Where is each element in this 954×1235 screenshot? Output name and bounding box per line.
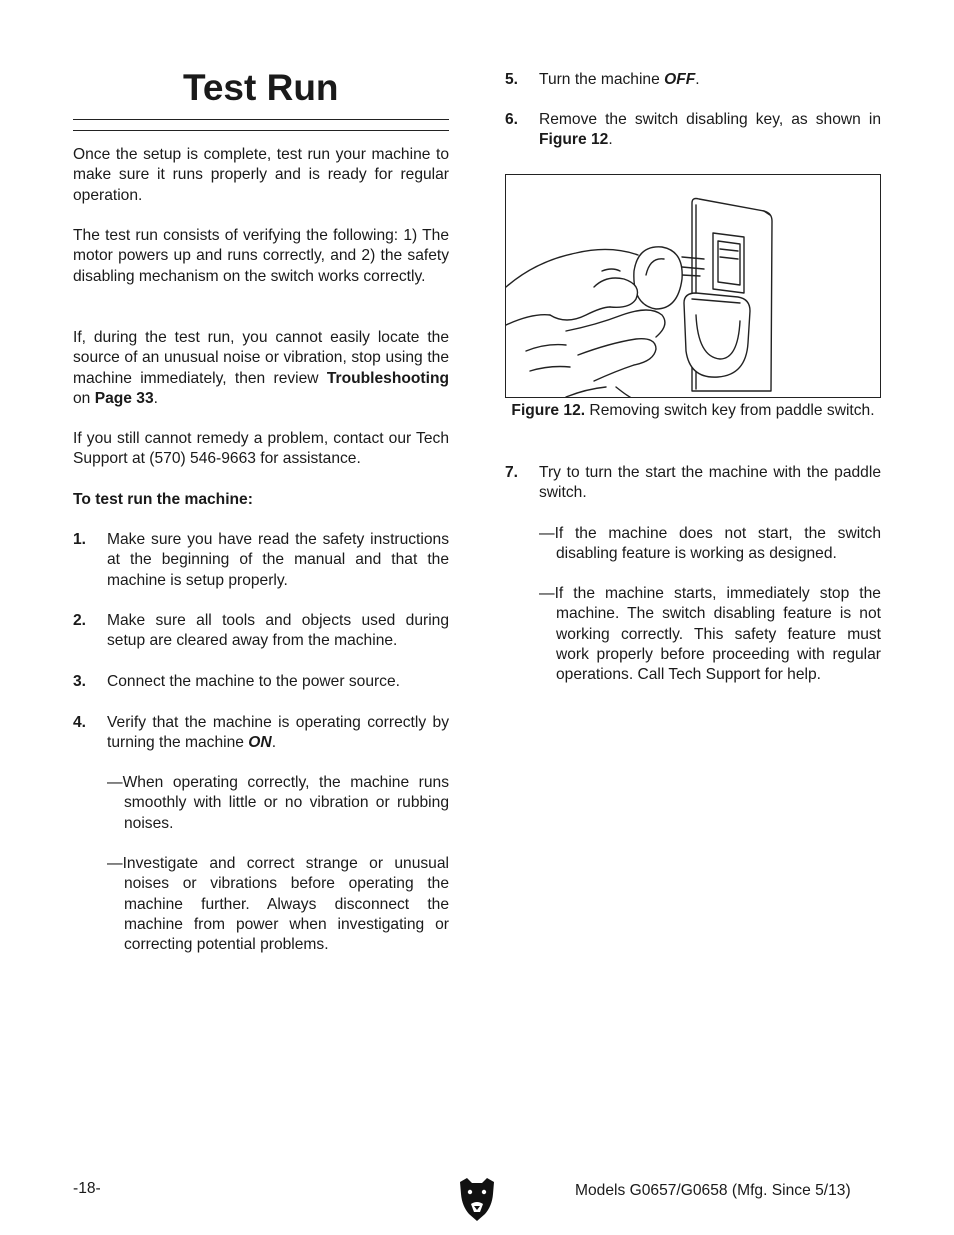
page-title: Test Run bbox=[183, 67, 339, 108]
grizzly-bear-logo bbox=[458, 1176, 496, 1222]
troubleshooting-link: Troubleshooting bbox=[326, 369, 449, 387]
step-3: 3. Connect the machine to the power source. bbox=[73, 673, 400, 690]
step-4-note-1: —When operating correctly, the machine runs smoothly with little or no vibration or rubbing noises. bbox=[107, 774, 449, 832]
step-6: 6. Remove the switch disabling key, as shown in Figure 12. bbox=[505, 111, 881, 149]
step-4: 4. Verify that the machine is operating correctly by turning the machine ON. bbox=[73, 714, 449, 752]
step-5: 5. Turn the machine OFF. bbox=[505, 71, 700, 88]
title-rule-bottom bbox=[73, 130, 449, 131]
step-7-note-1: —If the machine does not start, the switch disabling feature is working as designed. bbox=[539, 525, 881, 563]
model-info: Models G0657/G0658 (Mfg. Since 5/13) bbox=[575, 1182, 851, 1199]
step-1: 1. Make sure you have read the safety instructions at the beginning of the manual and that the machine is setup properly. bbox=[73, 531, 449, 589]
figure-label: Figure 12. bbox=[511, 402, 586, 419]
step-7-note-2: —If the machine starts, immediately stop the machine. The switch disabling feature is not working correctly. This safety feature must work properly before proceeding with regular operations. Call Tech Support for help. bbox=[539, 585, 881, 684]
figure-12-illustration bbox=[505, 174, 881, 398]
procedure-heading: To test run the machine: bbox=[73, 491, 253, 508]
switch-key-removal-drawing bbox=[506, 175, 880, 397]
test-run-paragraph: The test run consists of verifying the following: 1) The motor powers up and runs correctly, and 2) the safety disabling mechanism on the switch works correctly. bbox=[73, 227, 449, 285]
step-2: 2. Make sure all tools and objects used during setup are cleared away from the machine. bbox=[73, 612, 449, 650]
step-4-note-2: —Investigate and correct strange or unusual noises or vibrations before operating the machine further. Always disconnect the machine from power when investigating or correcting potential problems. bbox=[107, 855, 449, 954]
support-paragraph: If you still cannot remedy a problem, contact our Tech Support at (570) 546-9663 for assistance. bbox=[73, 430, 449, 468]
page-ref: Page 33 bbox=[94, 389, 154, 407]
figure-ref: Figure 12 bbox=[539, 131, 609, 149]
step-7: 7. Try to turn the start the machine with the paddle switch. bbox=[505, 464, 881, 502]
page-number: -18- bbox=[73, 1180, 101, 1197]
title-rule-top bbox=[73, 119, 449, 120]
figure-12-caption: Figure 12. Removing switch key from paddle switch. bbox=[511, 402, 875, 419]
intro-paragraph: Once the setup is complete, test run your machine to make sure it runs properly and is ready for regular operation. bbox=[73, 146, 449, 204]
troubleshooting-paragraph: If, during the test run, you cannot easily locate the source of an unusual noise or vibration, stop using the machine immediately, then review Troubleshooting on Page 33. bbox=[73, 329, 449, 407]
